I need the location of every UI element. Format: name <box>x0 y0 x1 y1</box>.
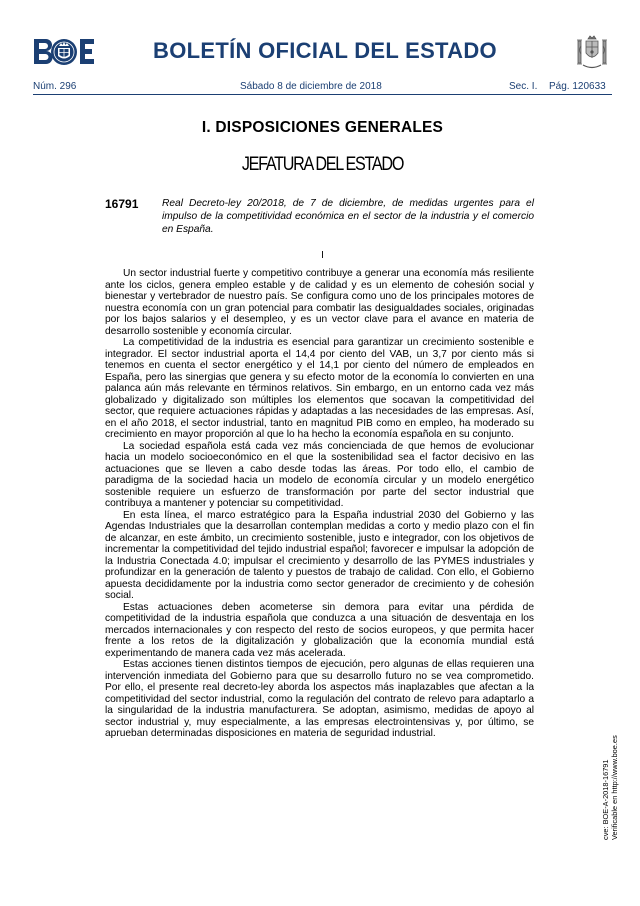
paragraph: Un sector industrial fuerte y competitivo contribuye a generar una economía más resiliente ante los ciclos, genera empleo estable y de calidad y es un elemento de cohesión social y bienestar y vertebrador de nuestro país. Se configura como uno de los principales motores de nuestra economía con un gran potencial para combatir las desigualdades sociales, originadas por los bajos salarios y el desempleo, y es un vector clave para el avance en materia de desarrollo sostenible y economía circular. <box>105 268 534 337</box>
document-number: 16791 <box>105 197 139 211</box>
issue-number: Núm. 296 <box>33 81 77 92</box>
page-reference: Pág. 120633 <box>549 81 606 92</box>
section-reference: Sec. I. <box>509 81 538 92</box>
coat-of-arms-icon <box>575 32 609 72</box>
issue-date: Sábado 8 de diciembre de 2018 <box>240 81 382 92</box>
paragraph: Estas actuaciones deben acometerse sin demora para evitar una pérdida de competitividad de la industria española que conduzca a una situación de desventaja en los mercados internacionales y con respecto del resto de socios europeos, y que permita hacer frente a los retos de la digitalización y globalización que la economía mundial está experimentando de manera cada vez más acelerada. <box>105 601 534 659</box>
chapter-heading: I <box>321 250 324 261</box>
paragraph: La sociedad española está cada vez más concienciada de que hemos de evolucionar hacia un modelo socioeconómico en el que la sostenibilidad sea el factor decisivo en las actuaciones que se lleven a cabo desde todas las áreas. Por todo ello, el cambio de paradigma de la sociedad hacia un modelo de economía circular y un modelo energético sostenible requiere un esfuerzo de transformación por parte del sector industrial que contribuya a mantener y potenciar su competitividad. <box>105 440 534 509</box>
document-body <box>105 268 534 740</box>
paragraph: La competitividad de la industria es esencial para garantizar un crecimiento sostenible e integrador. El sector industrial aporta el 14,4 por ciento del VAB, un 3,7 por ciento más si tenemos en cuenta el sector energético y el 14,1 por ciento del número de empleados en España, pero las sinergias que genera y su efecto motor de la economía lo convierten en una palanca aún más relevante en términos relativos. Sin embargo, en un entorno cada vez más globalizado y digitalizado son múltiples los elementos que socavan la competitividad del sector, que requiere actuaciones rápidas y adaptadas a las necesidades de las empresas. Así, en el año 2018, el sector industrial, tanto en magnitud PIB como en empleo, ha moderado su crecimiento en mayor proporción al que lo ha hecho la economía española en su conjunto. <box>105 337 534 440</box>
header-divider <box>33 94 612 95</box>
department-title: JEFATURA DEL ESTADO <box>241 154 404 175</box>
section-title: I. DISPOSICIONES GENERALES <box>201 119 444 136</box>
gazette-title: BOLETÍN OFICIAL DEL ESTADO <box>153 38 497 63</box>
verification-link[interactable]: Verificable en http://www.boe.es <box>610 735 619 840</box>
document-title: Real Decreto-ley 20/2018, de 7 de diciembre, de medidas urgentes para el impulso de la competitividad económica en el sector de la industria y el comercio en España. <box>162 198 534 235</box>
paragraph: En esta línea, el marco estratégico para la España industrial 2030 del Gobierno y las Agendas Industriales que la desarrollan contemplan medidas a corto y medio plazo con el fin de alcanzar, en este ámbito, un crecimiento sostenible, justo e integrador, con los objetivos de incrementar la competitividad del tejido industrial español; favorecer e impulsar la adopción de la Industria Conectada 4.0; impulsar el crecimiento y desarrollo de las PYMES industriales y profundizar en la generación de talento y puestos de trabajo de calidad. Con ello, el Gobierno apuesta decididamente por la industria como sector generador de crecimiento y de cohesión social. <box>105 509 534 601</box>
cve-code: cve: BOE-A-2018-16791 <box>601 759 610 840</box>
boe-logo-icon <box>33 37 95 67</box>
paragraph: Estas acciones tienen distintos tiempos de ejecución, pero algunas de ellas requieren una intervención inmediata del Gobierno para que su desarrollo futuro no se vea comprometido. Por ello, el presente real decreto-ley aborda los aspectos más inaplazables que afectan a la competitividad del sector industrial, como la regulación del contrato de relevo para adaptarlo a la singularidad de la industria manufacturera. Se adoptan, asimismo, medidas de apoyo al sector industrial y, muy especialmente, a las empresas electrointensivas y, por último, se aprueban determinadas disposiciones en materia de seguridad industrial. <box>105 659 534 739</box>
